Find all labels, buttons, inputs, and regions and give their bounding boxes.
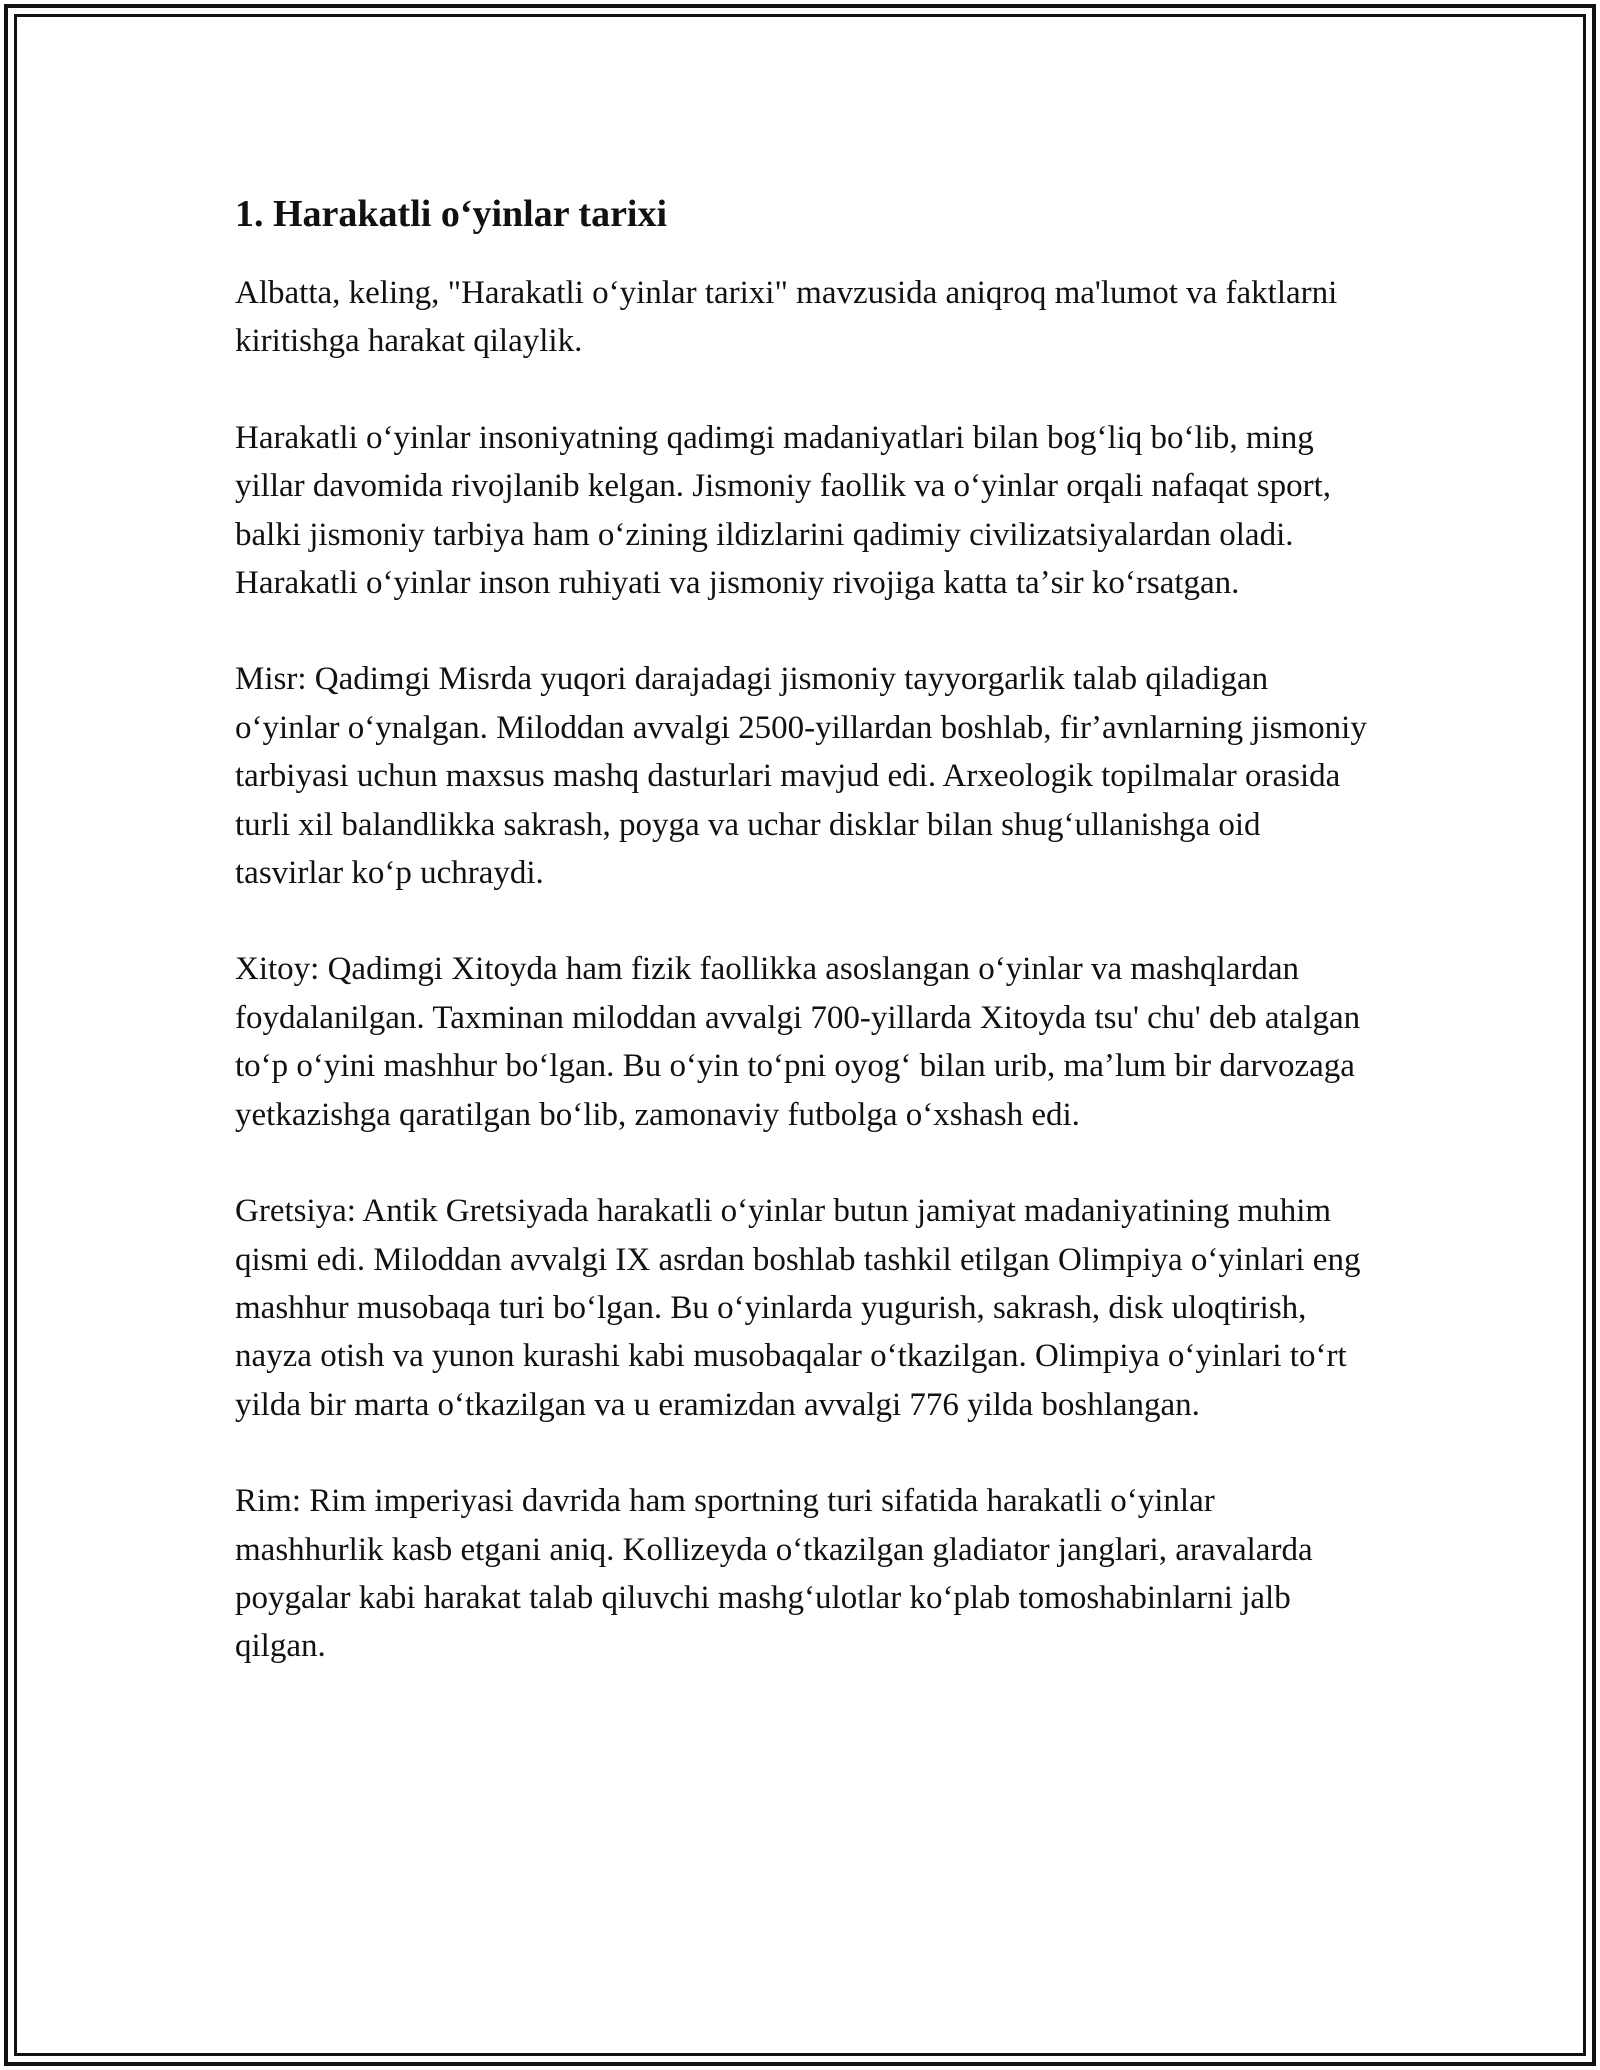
china-paragraph: Xitoy: Qadimgi Xitoyda ham fizik faollikka asoslangan oʻyinlar va mashqlardan foydalanilgan. Taxminan miloddan avvalgi 700-yillarda Xitoyda tsu' chu' deb atalgan toʻp oʻyini mashhur boʻlgan. Bu oʻyin toʻpni oyogʻ bilan urib, maʼlum bir darvozaga yetkazishga qaratilgan boʻlib, zamonaviy futbolga oʻxshash edi. [235, 951, 1361, 1133]
greece-paragraph: Gretsiya: Antik Gretsiyada harakatli oʻyinlar butun jamiyat madaniyatining muhim qismi edi. Miloddan avvalgi IX asrdan boshlab tashkil etilgan Olimpiya oʻyinlari eng mashhur musobaqa turi boʻlgan. Bu oʻyinlarda yugurish, sakrash, disk uloqtirish, nayza otish va yunon kurashi kabi musobaqalar oʻtkazilgan. Olimpiya oʻyinlari toʻrt yilda bir marta oʻtkazilgan va u eramizdan avvalgi 776 yilda boshlangan. [235, 1193, 1361, 1423]
intro-paragraph: Albatta, keling, "Harakatli oʻyinlar tarixi" mavzusida aniqroq ma'lumot va faktlarni kiritishga harakat qilaylik. [235, 275, 1338, 360]
egypt-paragraph: Misr: Qadimgi Misrda yuqori darajadagi jismoniy tayyorgarlik talab qiladigan oʻyinlar oʻynalgan. Miloddan avvalgi 2500-yillardan boshlab, firʼavnlarning jismoniy tarbiyasi uchun maxsus mashq dasturlari mavjud edi. Arxeologik topilmalar orasida turli xil balandlikka sakrash, poyga va uchar disklar bilan shugʻullanishga oid tasvirlar koʻp uchraydi. [235, 661, 1367, 892]
rome-paragraph: Rim: Rim imperiyasi davrida ham sportning turi sifatida harakatli oʻyinlar mashhurlik kasb etgani aniq. Kollizeyda oʻtkazilgan gladiator janglari, aravalarda poygalar kabi harakat talab qiluvchi mashgʻulotlar koʻplab tomoshabinlarni jalb qilgan. [235, 1483, 1313, 1665]
overview-paragraph: Harakatli oʻyinlar insoniyatning qadimgi madaniyatlari bilan bogʻliq boʻlib, ming yillar davomida rivojlanib kelgan. Jismoniy faollik va oʻyinlar orqali nafaqat sport, balki jismoniy tarbiya ham oʻzining ildizlarini qadimiy civilizatsiyalardan oladi. Harakatli oʻyinlar inson ruhiyati va jismoniy rivojiga katta taʼsir koʻrsatgan. [235, 419, 1332, 602]
section-heading: 1. Harakatli oʻyinlar tarixi [235, 193, 668, 235]
document-body [235, 185, 1370, 1719]
